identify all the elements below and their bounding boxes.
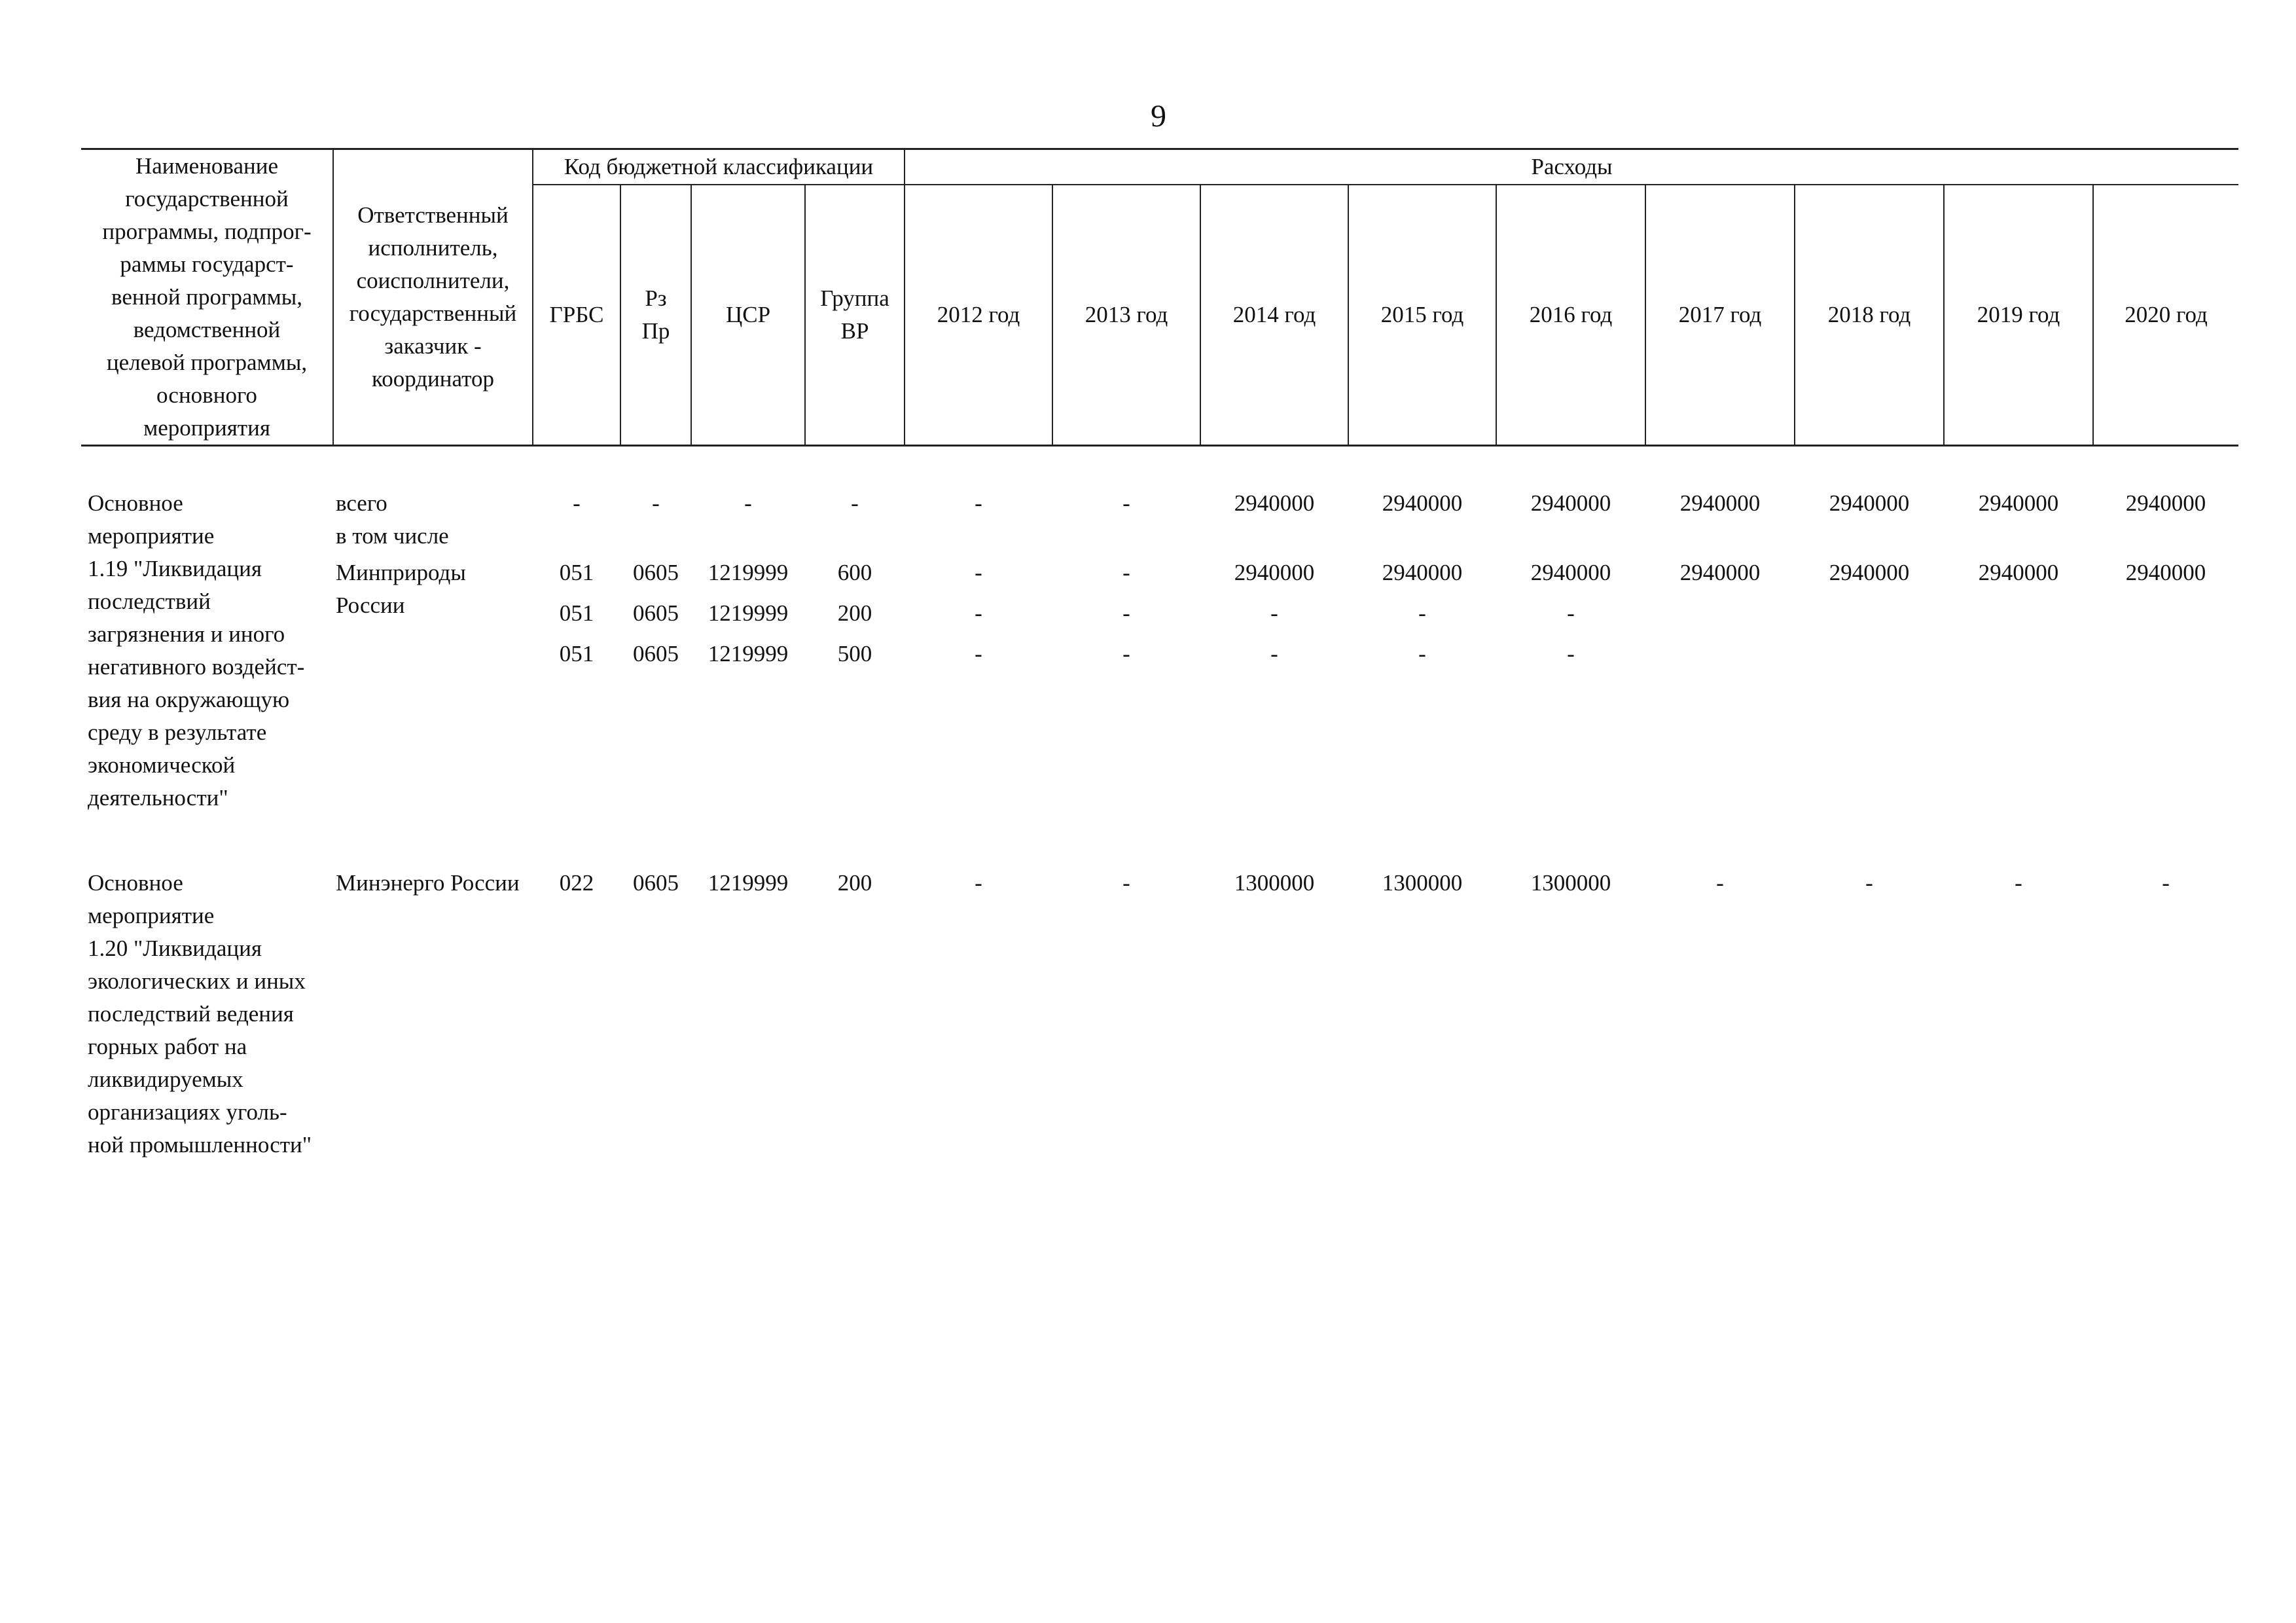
year-value-cell-2012 — [905, 487, 1052, 814]
vr-column-header — [805, 185, 905, 445]
activity-name-cell — [81, 487, 333, 814]
expense-value — [905, 520, 1052, 556]
activity-name-line: Основное — [88, 870, 183, 896]
expense-value: 1300000 — [1234, 870, 1315, 896]
expense-value: - — [1567, 641, 1575, 666]
name-header-line: мероприятия — [143, 415, 270, 441]
year-value-cell-2013 — [1052, 487, 1200, 814]
executor-header-line: государственный — [349, 301, 517, 326]
expense-value: 2940000 — [1234, 560, 1315, 585]
executor-cell — [333, 487, 533, 814]
grbs-cell — [533, 487, 620, 814]
csr-value: 1219999 — [708, 560, 789, 585]
year-header-2019: 2019 год — [1944, 185, 2093, 445]
expense-value — [2093, 638, 2238, 678]
activity-name-line: организациях уголь- — [88, 1099, 287, 1125]
year-value-cell-2015 — [1348, 867, 1496, 1161]
expense-value — [1944, 597, 2093, 638]
activity-name-line: последствий — [88, 589, 211, 614]
year-value-cell-2018 — [1795, 867, 1944, 1161]
rzpr-value: 0605 — [633, 560, 679, 585]
executor-line: Минприроды — [336, 560, 466, 585]
activity-name-line: Основное — [88, 490, 183, 516]
grbs-value: - — [573, 490, 581, 516]
activity-name-line: ликвидируемых — [88, 1067, 243, 1092]
expense-value: - — [1270, 641, 1278, 666]
year-value-cell-2012 — [905, 867, 1052, 1161]
expense-value: 2940000 — [1530, 560, 1611, 585]
executor-cell — [333, 867, 533, 1161]
year-value-cell-2018 — [1795, 487, 1944, 814]
year-header-2017: 2017 год — [1645, 185, 1795, 445]
expense-value: 2940000 — [1234, 490, 1315, 516]
csr-value: 1219999 — [708, 600, 789, 626]
budget-code-group-header: Код бюджетной классификации — [533, 149, 905, 185]
rzpr-cell — [620, 867, 691, 1161]
expense-value: - — [975, 560, 982, 585]
expense-value — [1496, 520, 1645, 556]
expense-value: - — [1122, 870, 1130, 896]
year-value-cell-2017 — [1645, 867, 1795, 1161]
year-value-cell-2017 — [1645, 487, 1795, 814]
expense-value: 2940000 — [1679, 490, 1761, 516]
rzpr-value: 0605 — [633, 641, 679, 666]
grbs-value: 051 — [559, 600, 594, 626]
expense-value: - — [1270, 600, 1278, 626]
expense-value: - — [1865, 870, 1873, 896]
name-header-line: Наименование — [135, 153, 279, 179]
csr-column-header: ЦСР — [691, 185, 805, 445]
rzpr-value: 0605 — [633, 870, 679, 896]
expense-value: 2940000 — [2125, 490, 2206, 516]
csr-value: - — [744, 490, 752, 516]
year-value-cell-2013 — [1052, 867, 1200, 1161]
expense-value: - — [975, 870, 982, 896]
year-header-2020: 2020 год — [2093, 185, 2238, 445]
name-header-line: программы, подпрог- — [102, 219, 312, 244]
expense-value: - — [1418, 641, 1426, 666]
vr-header-line-1: Группа — [820, 285, 889, 312]
expense-value — [2093, 520, 2238, 556]
expense-value: 2940000 — [1382, 490, 1463, 516]
activity-name-line: экологических и иных — [88, 968, 306, 994]
name-header-line: государственной — [125, 186, 289, 211]
activity-name-line: 1.20 "Ликвидация — [88, 936, 262, 961]
activity-name-line: деятельности" — [88, 785, 228, 811]
expense-value: 1300000 — [1530, 870, 1611, 896]
csr-value — [691, 520, 805, 556]
expense-value — [1944, 520, 2093, 556]
grbs-column-header: ГРБС — [533, 185, 620, 445]
expense-value: 2940000 — [1978, 560, 2059, 585]
executor-header-line: соисполнители, — [356, 268, 510, 293]
expense-value: - — [1122, 560, 1130, 585]
rzpr-value: - — [652, 490, 660, 516]
name-header-line: целевой программы, — [106, 350, 308, 375]
expense-value — [1645, 597, 1795, 638]
activity-name-line: вия на окружающую — [88, 687, 290, 712]
vr-cell — [805, 487, 905, 814]
expense-value: 1300000 — [1382, 870, 1463, 896]
activity-name-cell — [81, 867, 333, 1161]
year-value-cell-2020 — [2093, 487, 2238, 814]
expense-value: 2940000 — [1530, 490, 1611, 516]
activity-name-line: 1.19 "Ликвидация — [88, 556, 262, 581]
rzpr-value: 0605 — [633, 600, 679, 626]
expense-value: - — [1122, 490, 1130, 516]
activity-name-line: ной промышленности" — [88, 1132, 312, 1158]
executor-line: Минэнерго России — [336, 870, 520, 896]
activity-name-line: загрязнения и иного — [88, 621, 285, 647]
expense-value: 2940000 — [1382, 560, 1463, 585]
expense-value: - — [2015, 870, 2022, 896]
grbs-value: 051 — [559, 560, 594, 585]
activity-name-line: экономической — [88, 752, 236, 778]
expense-value — [1348, 520, 1496, 556]
vr-value: 200 — [837, 870, 872, 896]
executor-header-line: исполнитель, — [368, 235, 498, 261]
csr-cell — [691, 487, 805, 814]
vr-value: 500 — [837, 641, 872, 666]
year-header-2016: 2016 год — [1496, 185, 1645, 445]
vr-cell — [805, 867, 905, 1161]
expense-value — [1052, 520, 1200, 556]
table-row — [81, 487, 2238, 814]
expense-value: - — [1567, 600, 1575, 626]
executor-line: всего — [336, 490, 387, 516]
executor-column-header — [333, 149, 533, 446]
expense-value: - — [975, 490, 982, 516]
year-header-2012: 2012 год — [905, 185, 1052, 445]
expense-value: 2940000 — [2125, 560, 2206, 585]
year-value-cell-2014 — [1200, 487, 1348, 814]
year-value-cell-2016 — [1496, 867, 1645, 1161]
year-header-2013: 2013 год — [1052, 185, 1200, 445]
grbs-value: 051 — [559, 641, 594, 666]
vr-header-line-2: ВР — [840, 318, 869, 344]
year-header-2015: 2015 год — [1348, 185, 1496, 445]
vr-value: 600 — [837, 560, 872, 585]
page-number: 9 — [1151, 99, 1166, 134]
expense-value: - — [1122, 641, 1130, 666]
vr-value: - — [851, 490, 859, 516]
expense-value: 2940000 — [1829, 560, 1910, 585]
rzpr-header-line-2: Пр — [641, 318, 670, 344]
expense-value: - — [2162, 870, 2170, 896]
expense-value: - — [1418, 600, 1426, 626]
csr-value: 1219999 — [708, 641, 789, 666]
name-header-line: ведомственной — [133, 317, 281, 342]
name-header-line: венной программы, — [111, 284, 302, 310]
executor-header-line: Ответственный — [357, 202, 509, 228]
expenses-group-header: Расходы — [905, 149, 2238, 185]
table-row — [81, 867, 2238, 1161]
executor-line: в том числе — [336, 523, 449, 549]
executor-header-line: координатор — [372, 366, 494, 392]
year-value-cell-2019 — [1944, 867, 2093, 1161]
expense-value — [1795, 597, 1944, 638]
budget-table — [81, 148, 2238, 1161]
expense-value: 2940000 — [1679, 560, 1761, 585]
csr-cell — [691, 867, 805, 1161]
csr-value: 1219999 — [708, 870, 789, 896]
rzpr-value — [620, 520, 691, 556]
year-header-2014: 2014 год — [1200, 185, 1348, 445]
expense-value: 2940000 — [1978, 490, 2059, 516]
rzpr-column-header — [620, 185, 691, 445]
executor-line: России — [336, 593, 405, 618]
vr-value — [805, 520, 905, 556]
activity-name-line: среду в результате — [88, 720, 267, 745]
grbs-cell — [533, 867, 620, 1161]
year-value-cell-2014 — [1200, 867, 1348, 1161]
rzpr-header-line-1: Рз — [645, 285, 667, 312]
year-value-cell-2019 — [1944, 487, 2093, 814]
expense-value — [1795, 520, 1944, 556]
name-header-line: основного — [156, 382, 257, 408]
grbs-value — [533, 520, 620, 556]
rzpr-cell — [620, 487, 691, 814]
expense-value: 2940000 — [1829, 490, 1910, 516]
expense-value: - — [1122, 600, 1130, 626]
expense-value — [2093, 597, 2238, 638]
activity-name-line: последствий ведения — [88, 1001, 294, 1027]
expense-value — [1645, 638, 1795, 678]
executor-header-line: заказчик - — [384, 333, 482, 359]
expense-value: - — [1716, 870, 1724, 896]
activity-name-line: горных работ на — [88, 1034, 247, 1059]
name-column-header — [81, 149, 333, 446]
expense-value — [1795, 638, 1944, 678]
expense-value: - — [975, 641, 982, 666]
expense-value — [1200, 520, 1348, 556]
expense-value — [1645, 520, 1795, 556]
year-value-cell-2015 — [1348, 487, 1496, 814]
expense-value: - — [975, 600, 982, 626]
year-value-cell-2020 — [2093, 867, 2238, 1161]
year-value-cell-2016 — [1496, 487, 1645, 814]
vr-value: 200 — [837, 600, 872, 626]
grbs-value: 022 — [559, 870, 594, 896]
activity-name-line: мероприятие — [88, 523, 215, 549]
name-header-line: раммы государст- — [120, 251, 294, 277]
activity-name-line: мероприятие — [88, 903, 215, 928]
activity-name-line: негативного воздейст- — [88, 654, 305, 680]
expense-value — [1944, 638, 2093, 678]
year-header-2018: 2018 год — [1795, 185, 1944, 445]
